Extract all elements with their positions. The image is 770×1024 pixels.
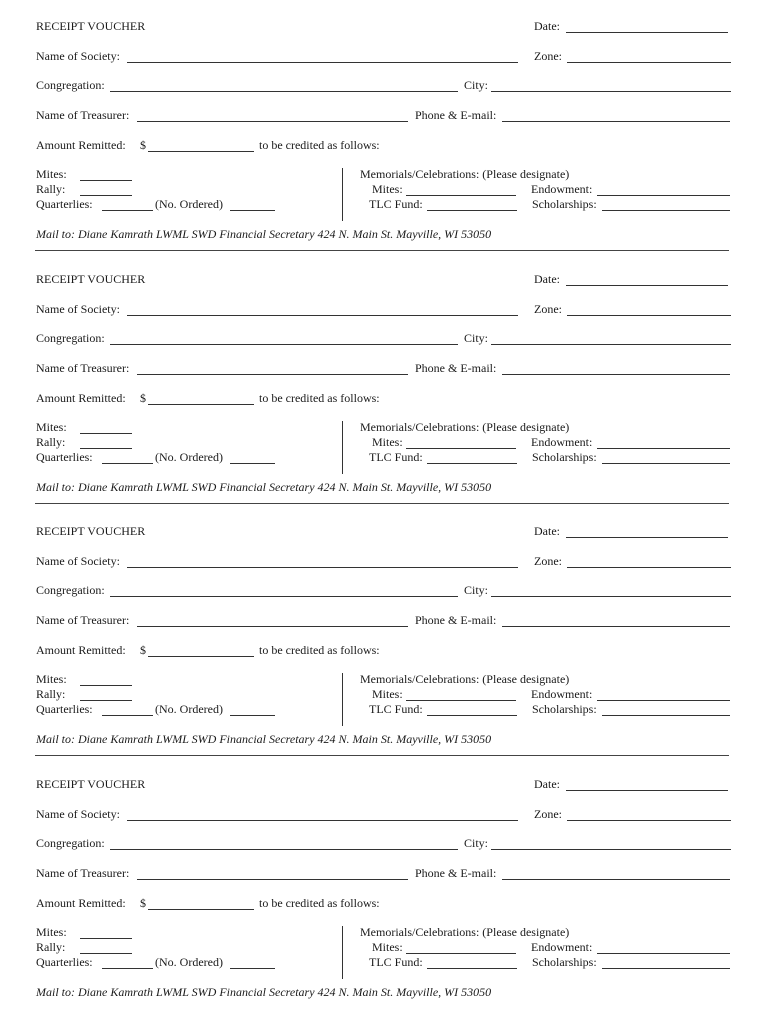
no-ordered-field[interactable] [230,968,275,969]
credited-label: to be credited as follows: [259,643,380,657]
memorial-mites-label: Mites: [372,435,403,449]
tlc-fund-label: TLC Fund: [369,702,423,716]
mites-label: Mites: [36,167,67,181]
memorial-mites-field[interactable] [406,700,516,701]
phone-email-label: Phone & E-mail: [415,866,497,880]
society-label: Name of Society: [36,554,120,568]
scholarships-field[interactable] [602,715,730,716]
date-field[interactable] [566,790,728,791]
society-field[interactable] [127,315,518,316]
quarterlies-field[interactable] [102,210,153,211]
quarterlies-label: Quarterlies: [36,450,93,464]
endowment-field[interactable] [597,195,730,196]
rally-label: Rally: [36,940,66,954]
rally-field[interactable] [80,700,132,701]
memorial-mites-label: Mites: [372,182,403,196]
society-field[interactable] [127,567,518,568]
dollar-sign: $ [140,391,146,405]
endowment-label: Endowment: [531,687,593,701]
dollar-sign: $ [140,138,146,152]
date-field[interactable] [566,537,728,538]
cut-line-divider [35,250,729,251]
date-field[interactable] [566,285,728,286]
column-divider [342,168,343,221]
rally-label: Rally: [36,182,66,196]
tlc-fund-field[interactable] [427,463,517,464]
zone-field[interactable] [567,62,731,63]
mail-to-address: Mail to: Diane Kamrath LWML SWD Financial Secretary 424 N. Main St. Mayville, WI 53050 [36,480,492,494]
scholarships-field[interactable] [602,463,730,464]
zone-label: Zone: [534,302,562,316]
rally-label: Rally: [36,435,66,449]
memorial-mites-field[interactable] [406,195,516,196]
voucher-title: RECEIPT VOUCHER [36,19,146,33]
amount-field[interactable] [148,656,254,657]
phone-email-field[interactable] [502,879,730,880]
endowment-label: Endowment: [531,182,593,196]
no-ordered-label: (No. Ordered) [155,450,223,464]
phone-email-field[interactable] [502,374,730,375]
amount-label: Amount Remitted: [36,138,126,152]
congregation-field[interactable] [110,596,458,597]
congregation-field[interactable] [110,344,458,345]
mites-label: Mites: [36,672,67,686]
phone-email-label: Phone & E-mail: [415,361,497,375]
tlc-fund-field[interactable] [427,715,517,716]
scholarships-label: Scholarships: [532,702,597,716]
credited-label: to be credited as follows: [259,896,380,910]
tlc-fund-field[interactable] [427,968,517,969]
tlc-fund-field[interactable] [427,210,517,211]
voucher-title: RECEIPT VOUCHER [36,524,146,538]
endowment-label: Endowment: [531,940,593,954]
phone-email-label: Phone & E-mail: [415,108,497,122]
dollar-sign: $ [140,643,146,657]
tlc-fund-label: TLC Fund: [369,450,423,464]
no-ordered-field[interactable] [230,463,275,464]
treasurer-label: Name of Treasurer: [36,108,130,122]
column-divider [342,421,343,474]
memorials-label: Memorials/Celebrations: (Please designate) [360,925,570,939]
quarterlies-field[interactable] [102,463,153,464]
memorial-mites-field[interactable] [406,953,516,954]
date-label: Date: [534,272,560,286]
endowment-field[interactable] [597,953,730,954]
date-label: Date: [534,524,560,538]
society-field[interactable] [127,820,518,821]
mites-label: Mites: [36,420,67,434]
endowment-field[interactable] [597,700,730,701]
congregation-field[interactable] [110,91,458,92]
tlc-fund-label: TLC Fund: [369,955,423,969]
quarterlies-label: Quarterlies: [36,955,93,969]
memorial-mites-field[interactable] [406,448,516,449]
column-divider [342,673,343,726]
congregation-label: Congregation: [36,583,105,597]
city-label: City: [464,836,489,850]
treasurer-field[interactable] [137,626,408,627]
scholarships-field[interactable] [602,968,730,969]
memorials-label: Memorials/Celebrations: (Please designate) [360,167,570,181]
mail-to-address: Mail to: Diane Kamrath LWML SWD Financial Secretary 424 N. Main St. Mayville, WI 53050 [36,227,492,241]
scholarships-field[interactable] [602,210,730,211]
congregation-label: Congregation: [36,331,105,345]
amount-label: Amount Remitted: [36,391,126,405]
quarterlies-field[interactable] [102,968,153,969]
city-field[interactable] [491,596,731,597]
treasurer-label: Name of Treasurer: [36,613,130,627]
zone-label: Zone: [534,554,562,568]
dollar-sign: $ [140,896,146,910]
quarterlies-field[interactable] [102,715,153,716]
credited-label: to be credited as follows: [259,391,380,405]
congregation-field[interactable] [110,849,458,850]
congregation-label: Congregation: [36,78,105,92]
phone-email-label: Phone & E-mail: [415,613,497,627]
treasurer-field[interactable] [137,374,408,375]
rally-label: Rally: [36,687,66,701]
phone-email-field[interactable] [502,121,730,122]
amount-label: Amount Remitted: [36,643,126,657]
cut-line-divider [35,755,729,756]
zone-field[interactable] [567,567,731,568]
city-label: City: [464,78,489,92]
city-field[interactable] [491,91,731,92]
no-ordered-label: (No. Ordered) [155,197,223,211]
rally-field[interactable] [80,195,132,196]
scholarships-label: Scholarships: [532,197,597,211]
receipt-voucher [0,253,770,506]
city-field[interactable] [491,344,731,345]
society-label: Name of Society: [36,49,120,63]
treasurer-label: Name of Treasurer: [36,361,130,375]
treasurer-field[interactable] [137,121,408,122]
amount-field[interactable] [148,404,254,405]
zone-field[interactable] [567,820,731,821]
endowment-field[interactable] [597,448,730,449]
no-ordered-field[interactable] [230,715,275,716]
city-field[interactable] [491,849,731,850]
amount-label: Amount Remitted: [36,896,126,910]
zone-label: Zone: [534,807,562,821]
receipt-voucher [0,505,770,758]
memorial-mites-label: Mites: [372,687,403,701]
city-label: City: [464,331,489,345]
rally-field[interactable] [80,448,132,449]
date-label: Date: [534,19,560,33]
mail-to-address: Mail to: Diane Kamrath LWML SWD Financial Secretary 424 N. Main St. Mayville, WI 53050 [36,985,492,999]
scholarships-label: Scholarships: [532,955,597,969]
endowment-label: Endowment: [531,435,593,449]
cut-line-divider [35,503,729,504]
society-label: Name of Society: [36,807,120,821]
mites-field[interactable] [80,433,132,434]
no-ordered-label: (No. Ordered) [155,702,223,716]
congregation-label: Congregation: [36,836,105,850]
mites-field[interactable] [80,180,132,181]
city-label: City: [464,583,489,597]
column-divider [342,926,343,979]
quarterlies-label: Quarterlies: [36,702,93,716]
no-ordered-field[interactable] [230,210,275,211]
zone-label: Zone: [534,49,562,63]
mites-field[interactable] [80,938,132,939]
date-field[interactable] [566,32,728,33]
treasurer-label: Name of Treasurer: [36,866,130,880]
phone-email-field[interactable] [502,626,730,627]
mites-label: Mites: [36,925,67,939]
memorial-mites-label: Mites: [372,940,403,954]
memorials-label: Memorials/Celebrations: (Please designate) [360,420,570,434]
memorials-label: Memorials/Celebrations: (Please designate) [360,672,570,686]
scholarships-label: Scholarships: [532,450,597,464]
amount-field[interactable] [148,909,254,910]
voucher-title: RECEIPT VOUCHER [36,272,146,286]
amount-field[interactable] [148,151,254,152]
quarterlies-label: Quarterlies: [36,197,93,211]
voucher-title: RECEIPT VOUCHER [36,777,146,791]
credited-label: to be credited as follows: [259,138,380,152]
society-label: Name of Society: [36,302,120,316]
zone-field[interactable] [567,315,731,316]
treasurer-field[interactable] [137,879,408,880]
rally-field[interactable] [80,953,132,954]
mites-field[interactable] [80,685,132,686]
receipt-voucher [0,758,770,1011]
date-label: Date: [534,777,560,791]
no-ordered-label: (No. Ordered) [155,955,223,969]
receipt-voucher [0,0,770,253]
society-field[interactable] [127,62,518,63]
mail-to-address: Mail to: Diane Kamrath LWML SWD Financial Secretary 424 N. Main St. Mayville, WI 53050 [36,732,492,746]
tlc-fund-label: TLC Fund: [369,197,423,211]
